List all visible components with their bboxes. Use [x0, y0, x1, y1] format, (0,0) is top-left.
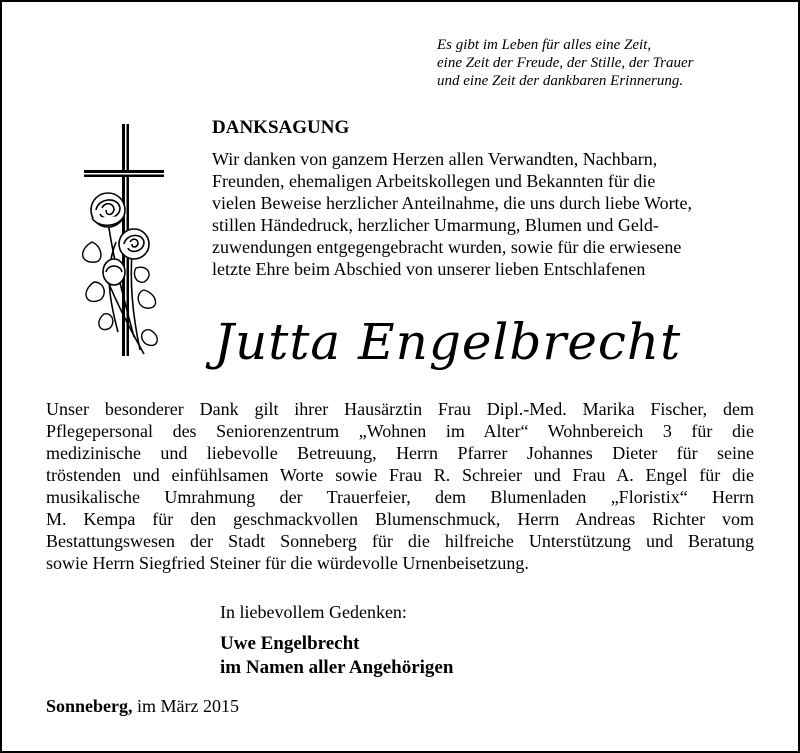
acknowledgement-paragraph: [46, 398, 754, 574]
place-date: [46, 695, 239, 717]
deceased-name: Jutta Engelbrecht: [214, 313, 682, 371]
body-line: Bestattungswesen der Stadt Sonneberg für die hilfreiche Unterstützung und Beratung: [46, 531, 754, 551]
cross-with-roses-icon: [74, 122, 164, 362]
thanks-paragraph: [212, 148, 752, 280]
body-line: musikalische Umrahmung der Trauerfeier, dem Blumenladen „Floristix“ Herrn: [46, 487, 754, 507]
memory-line: In liebevollem Gedenken:: [220, 602, 407, 622]
signer-note: im Namen aller Angehörigen: [220, 657, 454, 678]
thanks-line: stillen Händedruck, herzlicher Umarmung, Blumen und Geld-: [212, 215, 659, 235]
date-text: im März 2015: [132, 696, 239, 716]
thanks-line: vielen Beweise herzlicher Anteilnahme, die uns durch liebe Worte,: [212, 193, 693, 213]
quote-block: [437, 36, 767, 90]
body-line: Unser besonderer Dank gilt ihrer Hausärztin Frau Dipl.-Med. Marika Fischer, dem: [46, 399, 754, 419]
thanks-line: Freunden, ehemaligen Arbeitskollegen und Bekannten für die: [212, 171, 656, 191]
quote-line: und eine Zeit der dankbaren Erinnerung.: [437, 73, 684, 89]
body-line: tröstenden und einfühlsamen Worte sowie Frau R. Schreier und Frau A. Engel für die: [46, 465, 754, 485]
thanks-line: letzte Ehre beim Abschied von unserer lieben Entschlafenen: [212, 259, 646, 279]
thanks-line: zuwendungen entgegengebracht wurden, sowie für die erwiesene: [212, 237, 682, 257]
body-line: Pflegepersonal des Seniorenzentrum „Wohnen im Alter“ Wohnbereich 3 für die: [46, 421, 754, 441]
body-line: medizinische und liebevolle Betreuung, Herrn Pfarrer Johannes Dieter für seine: [46, 443, 754, 463]
quote-line: eine Zeit der Freude, der Stille, der Trauer: [437, 55, 694, 71]
place-name: Sonneberg,: [46, 696, 133, 716]
body-line: M. Kempa für den geschmackvollen Blumenschmuck, Herrn Andreas Richter vom: [46, 509, 754, 529]
signers-block: [220, 632, 453, 680]
thanks-line: Wir danken von ganzem Herzen allen Verwandten, Nachbarn,: [212, 149, 658, 169]
heading-danksagung: DANKSAGUNG: [212, 117, 350, 138]
signer-name: Uwe Engelbrecht: [220, 633, 360, 654]
quote-line: Es gibt im Leben für alles eine Zeit,: [437, 37, 652, 53]
body-line: sowie Herrn Siegfried Steiner für die würdevolle Urnenbeisetzung.: [46, 553, 529, 573]
